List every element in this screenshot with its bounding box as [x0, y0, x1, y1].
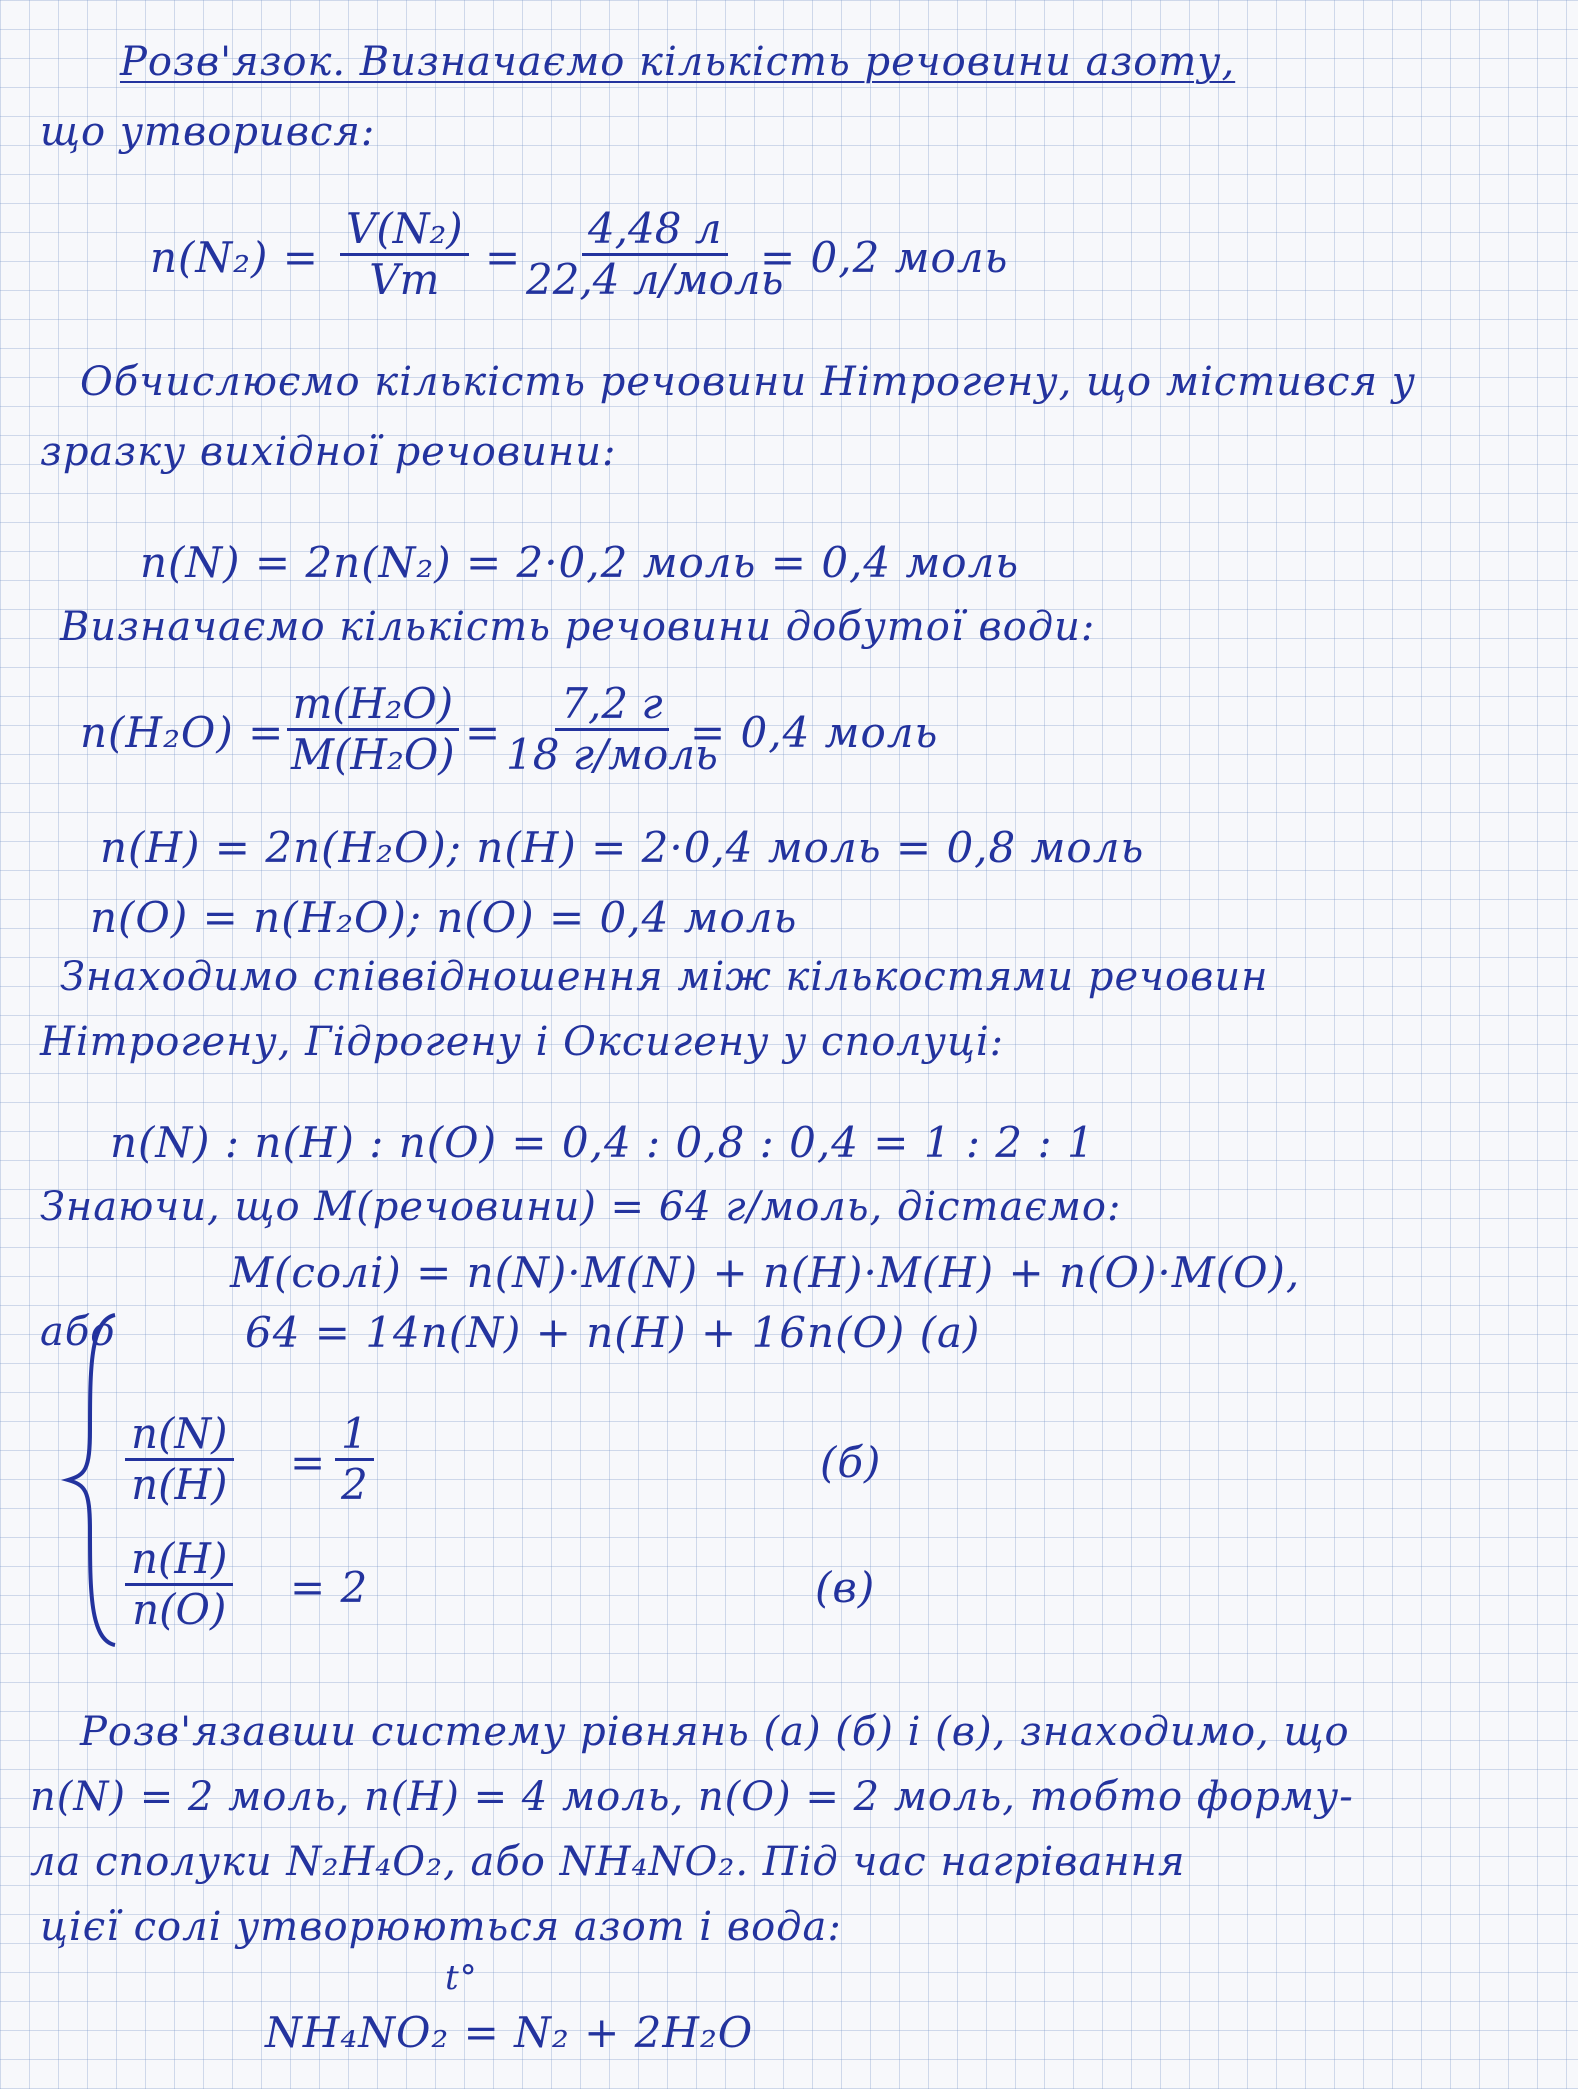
text-line: цієї солі утворюються азот і вода:	[40, 1904, 842, 1950]
text-line: ла сполуки N₂H₄O₂, або NH₄NO₂. Під час нагрівання	[30, 1839, 1186, 1885]
system-ratio-b	[335, 1410, 374, 1510]
fraction-numerator: n(H)	[125, 1535, 233, 1586]
fraction-numerator: 7,2 г	[555, 680, 668, 731]
fraction-denominator: Vm	[369, 255, 440, 305]
fraction-mass	[285, 680, 461, 780]
text-line: Знаходимо співвідношення між кількостями речовин	[60, 954, 1269, 1000]
system-equation-c-rhs: = 2	[290, 1563, 369, 1612]
text-line: зразку вихідної речовини:	[40, 429, 617, 475]
equals-sign: =	[290, 1438, 327, 1487]
fraction-numerator: n(N)	[125, 1410, 234, 1461]
fraction-values	[520, 205, 789, 305]
text-line: Визначаємо кількість речовини добутої води:	[60, 604, 1096, 650]
equation-tag-c: (в)	[815, 1563, 876, 1612]
text-line: що утворився:	[40, 109, 376, 155]
fraction-numerator: 1	[335, 1410, 374, 1461]
text-line: Знаючи, що M(речовини) = 64 г/моль, дістаємо:	[40, 1184, 1122, 1230]
formula-line: M(солі) = n(N)·M(N) + n(H)·M(H) + n(O)·M(O),	[230, 1248, 1301, 1297]
fraction-numerator: 4,48 л	[582, 205, 728, 256]
formula-lhs: n(H₂O) =	[80, 708, 285, 757]
solution-heading-line: Розв'язок. Визначаємо кількість речовини азоту,	[120, 39, 1236, 85]
equation-tag-b: (б)	[820, 1438, 882, 1487]
fraction-denominator: 18 г/моль	[506, 730, 718, 780]
text-line: n(N) = 2 моль, n(H) = 4 моль, n(O) = 2 моль, тобто форму-	[30, 1774, 1354, 1820]
formula-line: n(N) : n(H) : n(O) = 0,4 : 0,8 : 0,4 = 1 : 2 : 1	[110, 1118, 1095, 1167]
formula-line: n(N) = 2n(N₂) = 2·0,2 моль = 0,4 моль	[140, 538, 1020, 587]
text-line: Обчислюємо кількість речовини Нітрогену, що містився у	[80, 359, 1416, 405]
text-line: Розв'язавши систему рівнянь (а) (б) і (в), знаходимо, що	[80, 1709, 1350, 1755]
fraction-numerator: V(N₂)	[340, 205, 469, 256]
formula-result: = 0,2 моль	[760, 233, 1009, 282]
system-brace	[60, 1310, 120, 1650]
formula-lhs: n(N₂) =	[150, 233, 319, 282]
equals-sign: =	[485, 233, 522, 282]
formula-result: = 0,4 моль	[690, 708, 939, 757]
fraction-denominator: 2	[341, 1460, 368, 1510]
fraction-denominator: n(O)	[132, 1585, 227, 1635]
fraction-numerator: m(H₂O)	[287, 680, 460, 731]
reaction-equation: NH₄NO₂ = N₂ + 2H₂O	[265, 2008, 754, 2057]
text-line: Нітрогену, Гідрогену і Оксигену у сполуці:	[40, 1019, 1005, 1065]
formula-line: n(O) = n(H₂O); n(O) = 0,4 моль	[90, 893, 798, 942]
system-fraction-c	[125, 1535, 233, 1635]
fraction-denominator: M(H₂O)	[291, 730, 455, 780]
formula-line: n(H) = 2n(H₂O); n(H) = 2·0,4 моль = 0,8 моль	[100, 823, 1145, 872]
text-line: або	[40, 1309, 116, 1355]
reaction-condition: t°	[445, 1958, 478, 1998]
system-fraction-b	[125, 1410, 234, 1510]
system-equation-a: 64 = 14n(N) + n(H) + 16n(O) (а)	[245, 1308, 981, 1357]
equals-sign: =	[465, 708, 502, 757]
fraction-denominator: n(H)	[131, 1460, 228, 1510]
fraction-denominator: 22,4 л/моль	[526, 255, 784, 305]
fraction-volume	[340, 205, 469, 305]
